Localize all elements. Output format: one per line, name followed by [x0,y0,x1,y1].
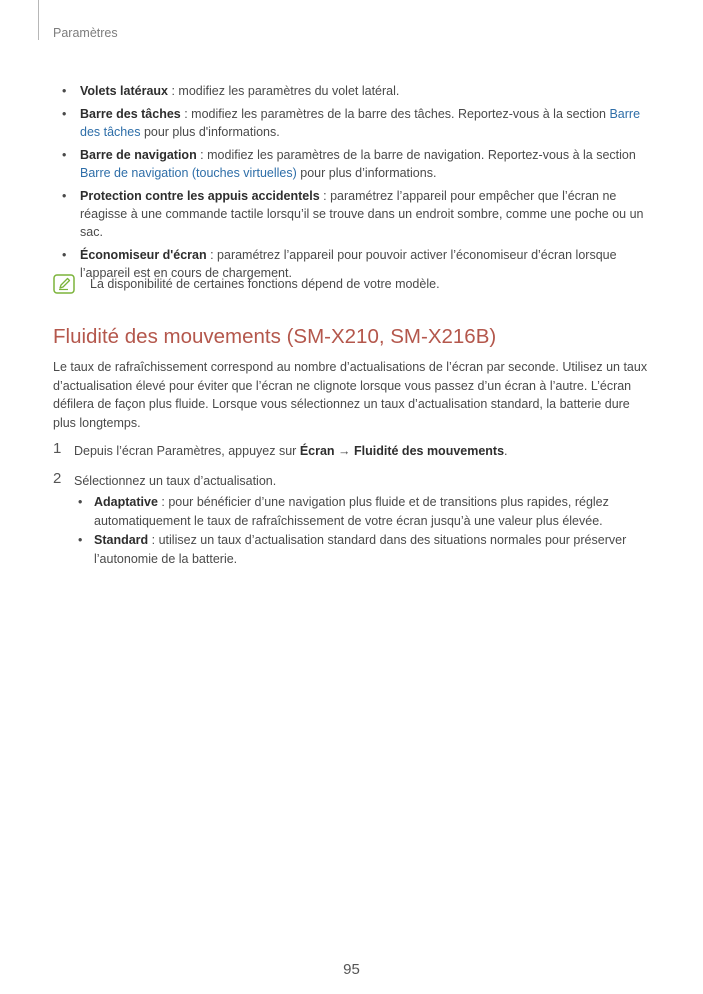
note-text: La disponibilité de certaines fonctions dépend de votre modèle. [90,277,440,291]
bullet-term: Barre des tâches [80,107,181,121]
running-header: Paramètres [53,26,118,40]
step-suffix: . [504,444,508,458]
option-term: Adaptative [94,495,158,509]
bullet-text-after: pour plus d'informations. [140,125,280,139]
refresh-rate-options [74,493,653,569]
step-text: Depuis l’écran Paramètres, appuyez sur [74,444,300,458]
bullet-text: : modifiez les paramètres du volet latéral. [168,84,400,98]
option-text: : pour bénéficier d’une navigation plus fluide et de transitions plus rapides, réglez automatiquement le taux de rafraîchissement de votre écran jusqu’à une valeur plus élevée. [94,495,609,528]
bullet-text: : paramétrez l’appareil pour empêcher que l’écran ne réagisse à une commande tactile lorsqu’il se trouve dans un endroit sombre, comme une poche ou un sac. [80,189,644,239]
settings-bullet-list [53,82,653,287]
steps-list [53,442,653,580]
list-item [74,531,653,569]
list-item [53,187,653,241]
bullet-text: : modifiez les paramètres de la barre des tâches. Reportez-vous à la section [180,107,610,121]
list-item [53,146,653,182]
bullet-icon: • [78,495,83,509]
section-intro: Le taux de rafraîchissement correspond au nombre d’actualisations de l’écran par seconde. Utilisez un taux d’actualisation élevé pour éviter que l’écran ne clignote lorsque vous passez d’un écran à l’autre. L’écran défilera de façon plus fluide. Lorsque vous sélectionnez un taux d’actualisation standard, la batterie dure plus longtemps. [53,360,648,430]
step-item [53,469,653,570]
step-text: Sélectionnez un taux d’actualisation. [74,473,277,488]
list-item [74,493,653,531]
bullet-icon: • [62,84,67,98]
page-number: 95 [343,961,360,978]
bullet-term: Protection contre les appuis accidentels [80,189,320,203]
note-pencil-icon [53,274,75,294]
bullet-term: Économiseur d'écran [80,248,207,262]
list-item [53,82,653,100]
bullet-icon: • [78,533,83,547]
step-number: 2 [53,469,62,487]
step-item [53,442,653,461]
bullet-term: Volets latéraux [80,84,169,98]
arrow-icon: → [334,444,355,458]
bullet-icon: • [62,148,67,162]
link-barre-des-taches[interactable]: Barre des tâches [80,107,641,139]
list-item [53,105,653,141]
header-divider [38,0,39,40]
bullet-text-after: pour plus d’informations. [296,166,437,180]
bullet-text: : paramétrez l’appareil pour pouvoir activer l’économiseur d’écran lorsque l’appareil est en cours de chargement. [80,248,617,280]
option-text: : utilisez un taux d’actualisation standard dans des situations normales pour préserver l’autonomie de la batterie. [94,533,627,566]
link-barre-de-navigation[interactable]: Barre de navigation (touches virtuelles) [80,166,297,180]
section-title: Fluidité des mouvements (SM-X210, SM-X216B) [53,325,497,348]
bullet-text: : modifiez les paramètres de la barre de navigation. Reportez-vous à la section [196,148,636,162]
bullet-icon: • [62,189,67,203]
bullet-icon: • [62,107,67,121]
menu-path-fluidite: Fluidité des mouvements [354,444,505,458]
menu-path-ecran: Écran [299,444,335,458]
step-number: 1 [53,440,62,457]
option-term: Standard [94,533,149,547]
note-box [53,274,653,296]
bullet-term: Barre de navigation [80,148,197,162]
bullet-icon: • [62,248,67,262]
